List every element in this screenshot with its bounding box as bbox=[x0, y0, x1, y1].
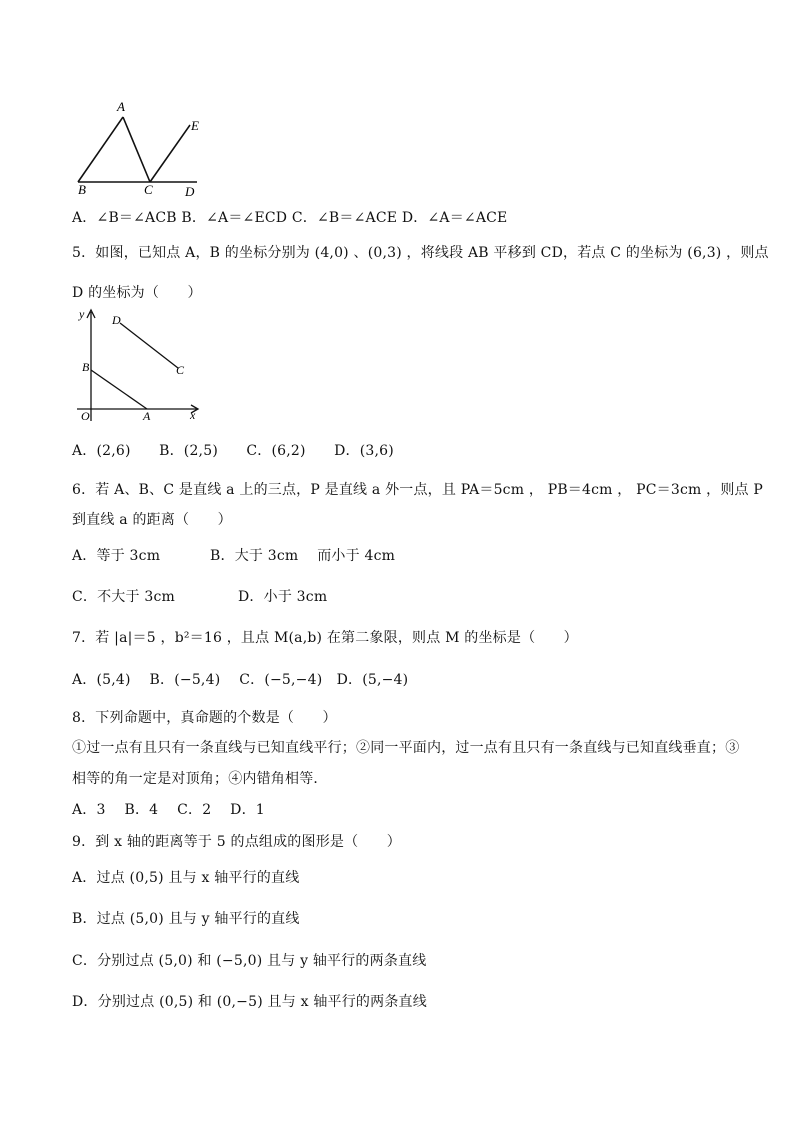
q6-stem-line2: 到直线 a 的距离（ ） bbox=[72, 512, 232, 528]
q9-option-c: C．分别过点 (5,0) 和 (−5,0) 且与 y 轴平行的两条直线 bbox=[72, 953, 427, 969]
q9-stem: 9．到 x 轴的距离等于 5 的点组成的图形是（ ） bbox=[72, 834, 401, 850]
q6-option-b: B．大于 3cm 而小于 4cm bbox=[210, 548, 396, 564]
label-B: B bbox=[82, 360, 90, 374]
label-D: D bbox=[112, 313, 121, 327]
q6-option-d: D．小于 3cm bbox=[238, 589, 328, 605]
figure-triangle bbox=[70, 96, 220, 200]
label-C: C bbox=[176, 363, 185, 377]
q6-stem-line1: 6．若 A、B、C 是直线 a 上的三点，P 是直线 a 外一点，且 PA＝5cm ， PB＝4cm ， PC＝3cm ，则点 P bbox=[72, 482, 764, 498]
label-O: O bbox=[81, 409, 90, 423]
label-E: E bbox=[191, 118, 199, 133]
figure-coordinate-plane bbox=[70, 304, 206, 424]
q8-body-line1: ①过一点有且只有一条直线与已知直线平行；②同一平面内，过一点有且只有一条直线与已知直线垂直；③ bbox=[72, 740, 740, 756]
q5-stem-line1: 5．如图，已知点 A，B 的坐标分别为 (4,0) 、(0,3) ，将线段 AB 平移到 CD，若点 C 的坐标为 (6,3) ，则点 bbox=[72, 245, 769, 261]
q9-option-d: D．分别过点 (0,5) 和 (0,−5) 且与 x 轴平行的两条直线 bbox=[72, 994, 427, 1010]
q7-options: A．(5,4) B．(−5,4) C．(−5,−4) D．(5,−4) bbox=[72, 672, 409, 688]
q9-option-b: B．过点 (5,0) 且与 y 轴平行的直线 bbox=[72, 911, 300, 927]
q5-options: A．(2,6) B．(2,5) C．(6,2) D．(3,6) bbox=[72, 443, 394, 459]
q9-option-a: A．过点 (0,5) 且与 x 轴平行的直线 bbox=[72, 870, 300, 886]
label-A: A bbox=[143, 409, 151, 423]
q7-stem: 7．若 |a|＝5 ，b²＝16 ，且点 M(a,b) 在第二象限，则点 M 的坐标是（ ） bbox=[72, 630, 578, 646]
q4-options: A．∠B＝∠ACB B．∠A＝∠ECD C．∠B＝∠ACE D．∠A＝∠ACE bbox=[72, 210, 508, 226]
q8-body-line2: 相等的角一定是对顶角；④内错角相等． bbox=[72, 771, 328, 787]
label-A: A bbox=[117, 99, 125, 114]
q8-stem: 8．下列命题中，真命题的个数是（ ） bbox=[72, 710, 337, 726]
q5-stem-line2: D 的坐标为（ ） bbox=[72, 285, 202, 301]
label-C: C bbox=[144, 182, 153, 197]
label-D: D bbox=[185, 184, 195, 199]
label-y: y bbox=[79, 307, 85, 321]
q6-option-c: C．不大于 3cm bbox=[72, 589, 175, 605]
label-x: x bbox=[190, 408, 196, 422]
label-B: B bbox=[78, 182, 86, 197]
q8-options: A．3 B．4 C．2 D．1 bbox=[72, 802, 265, 818]
q6-option-a: A．等于 3cm bbox=[72, 548, 161, 564]
